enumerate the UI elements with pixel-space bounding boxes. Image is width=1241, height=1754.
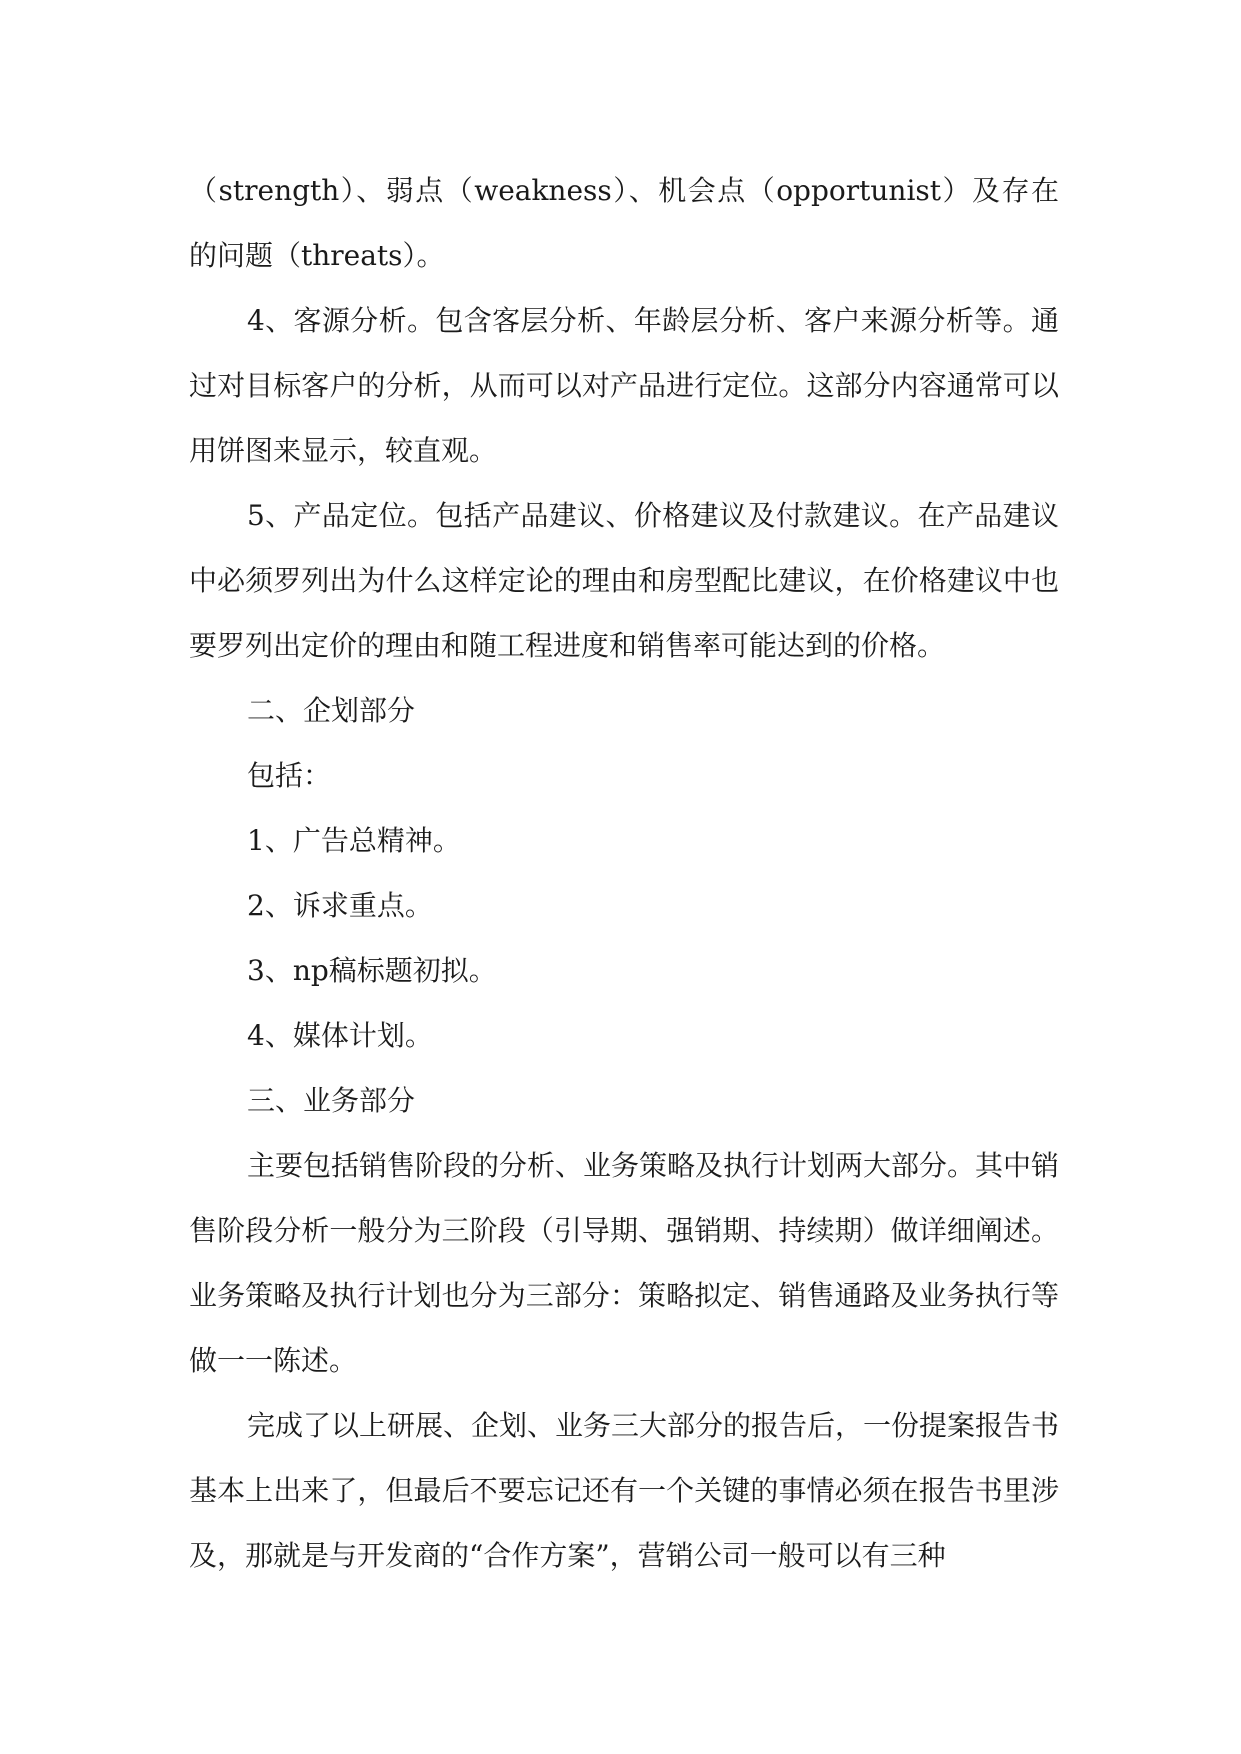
paragraph-product-positioning: 5、产品定位。包括产品建议、价格建议及付款建议。在产品建议中必须罗列出为什么这样定论的理由和房型配比建议，在价格建议中也要罗列出定价的理由和随工程进度和销售率可能达到的价格。 bbox=[189, 499, 1059, 662]
paragraph-swot-continuation: （strength）、弱点（weakness）、机会点（opportunist）及存在的问题（threats）。 bbox=[189, 174, 1059, 272]
list-item-ad-spirit: 1、广告总精神。 bbox=[247, 824, 461, 857]
paragraph-customer-analysis: 4、客源分析。包含客层分析、年龄层分析、客户来源分析等。通过对目标客户的分析，从而可以对产品进行定位。这部分内容通常可以用饼图来显示，较直观。 bbox=[189, 304, 1059, 467]
paragraph-cooperation-plan: 完成了以上研展、企划、业务三大部分的报告后，一份提案报告书基本上出来了，但最后不要忘记还有一个关键的事情必须在报告书里涉及，那就是与开发商的“合作方案”，营销公司一般可以有三种 bbox=[189, 1409, 1060, 1572]
heading-planning-section: 二、企划部分 bbox=[247, 694, 416, 727]
paragraph-includes: 包括： bbox=[247, 759, 332, 792]
list-item-appeal-focus: 2、诉求重点。 bbox=[247, 889, 433, 922]
paragraph-sales-stages: 主要包括销售阶段的分析、业务策略及执行计划两大部分。其中销售阶段分析一般分为三阶段（引导期、强销期、持续期）做详细阐述。业务策略及执行计划也分为三部分：策略拟定、销售通路及业务执行等做一一陈述。 bbox=[189, 1149, 1060, 1377]
list-item-media-plan: 4、媒体计划。 bbox=[247, 1019, 433, 1052]
list-item-np-headline: 3、np稿标题初拟。 bbox=[247, 954, 497, 987]
document-body bbox=[189, 158, 1059, 1588]
heading-business-section: 三、业务部分 bbox=[247, 1084, 416, 1117]
